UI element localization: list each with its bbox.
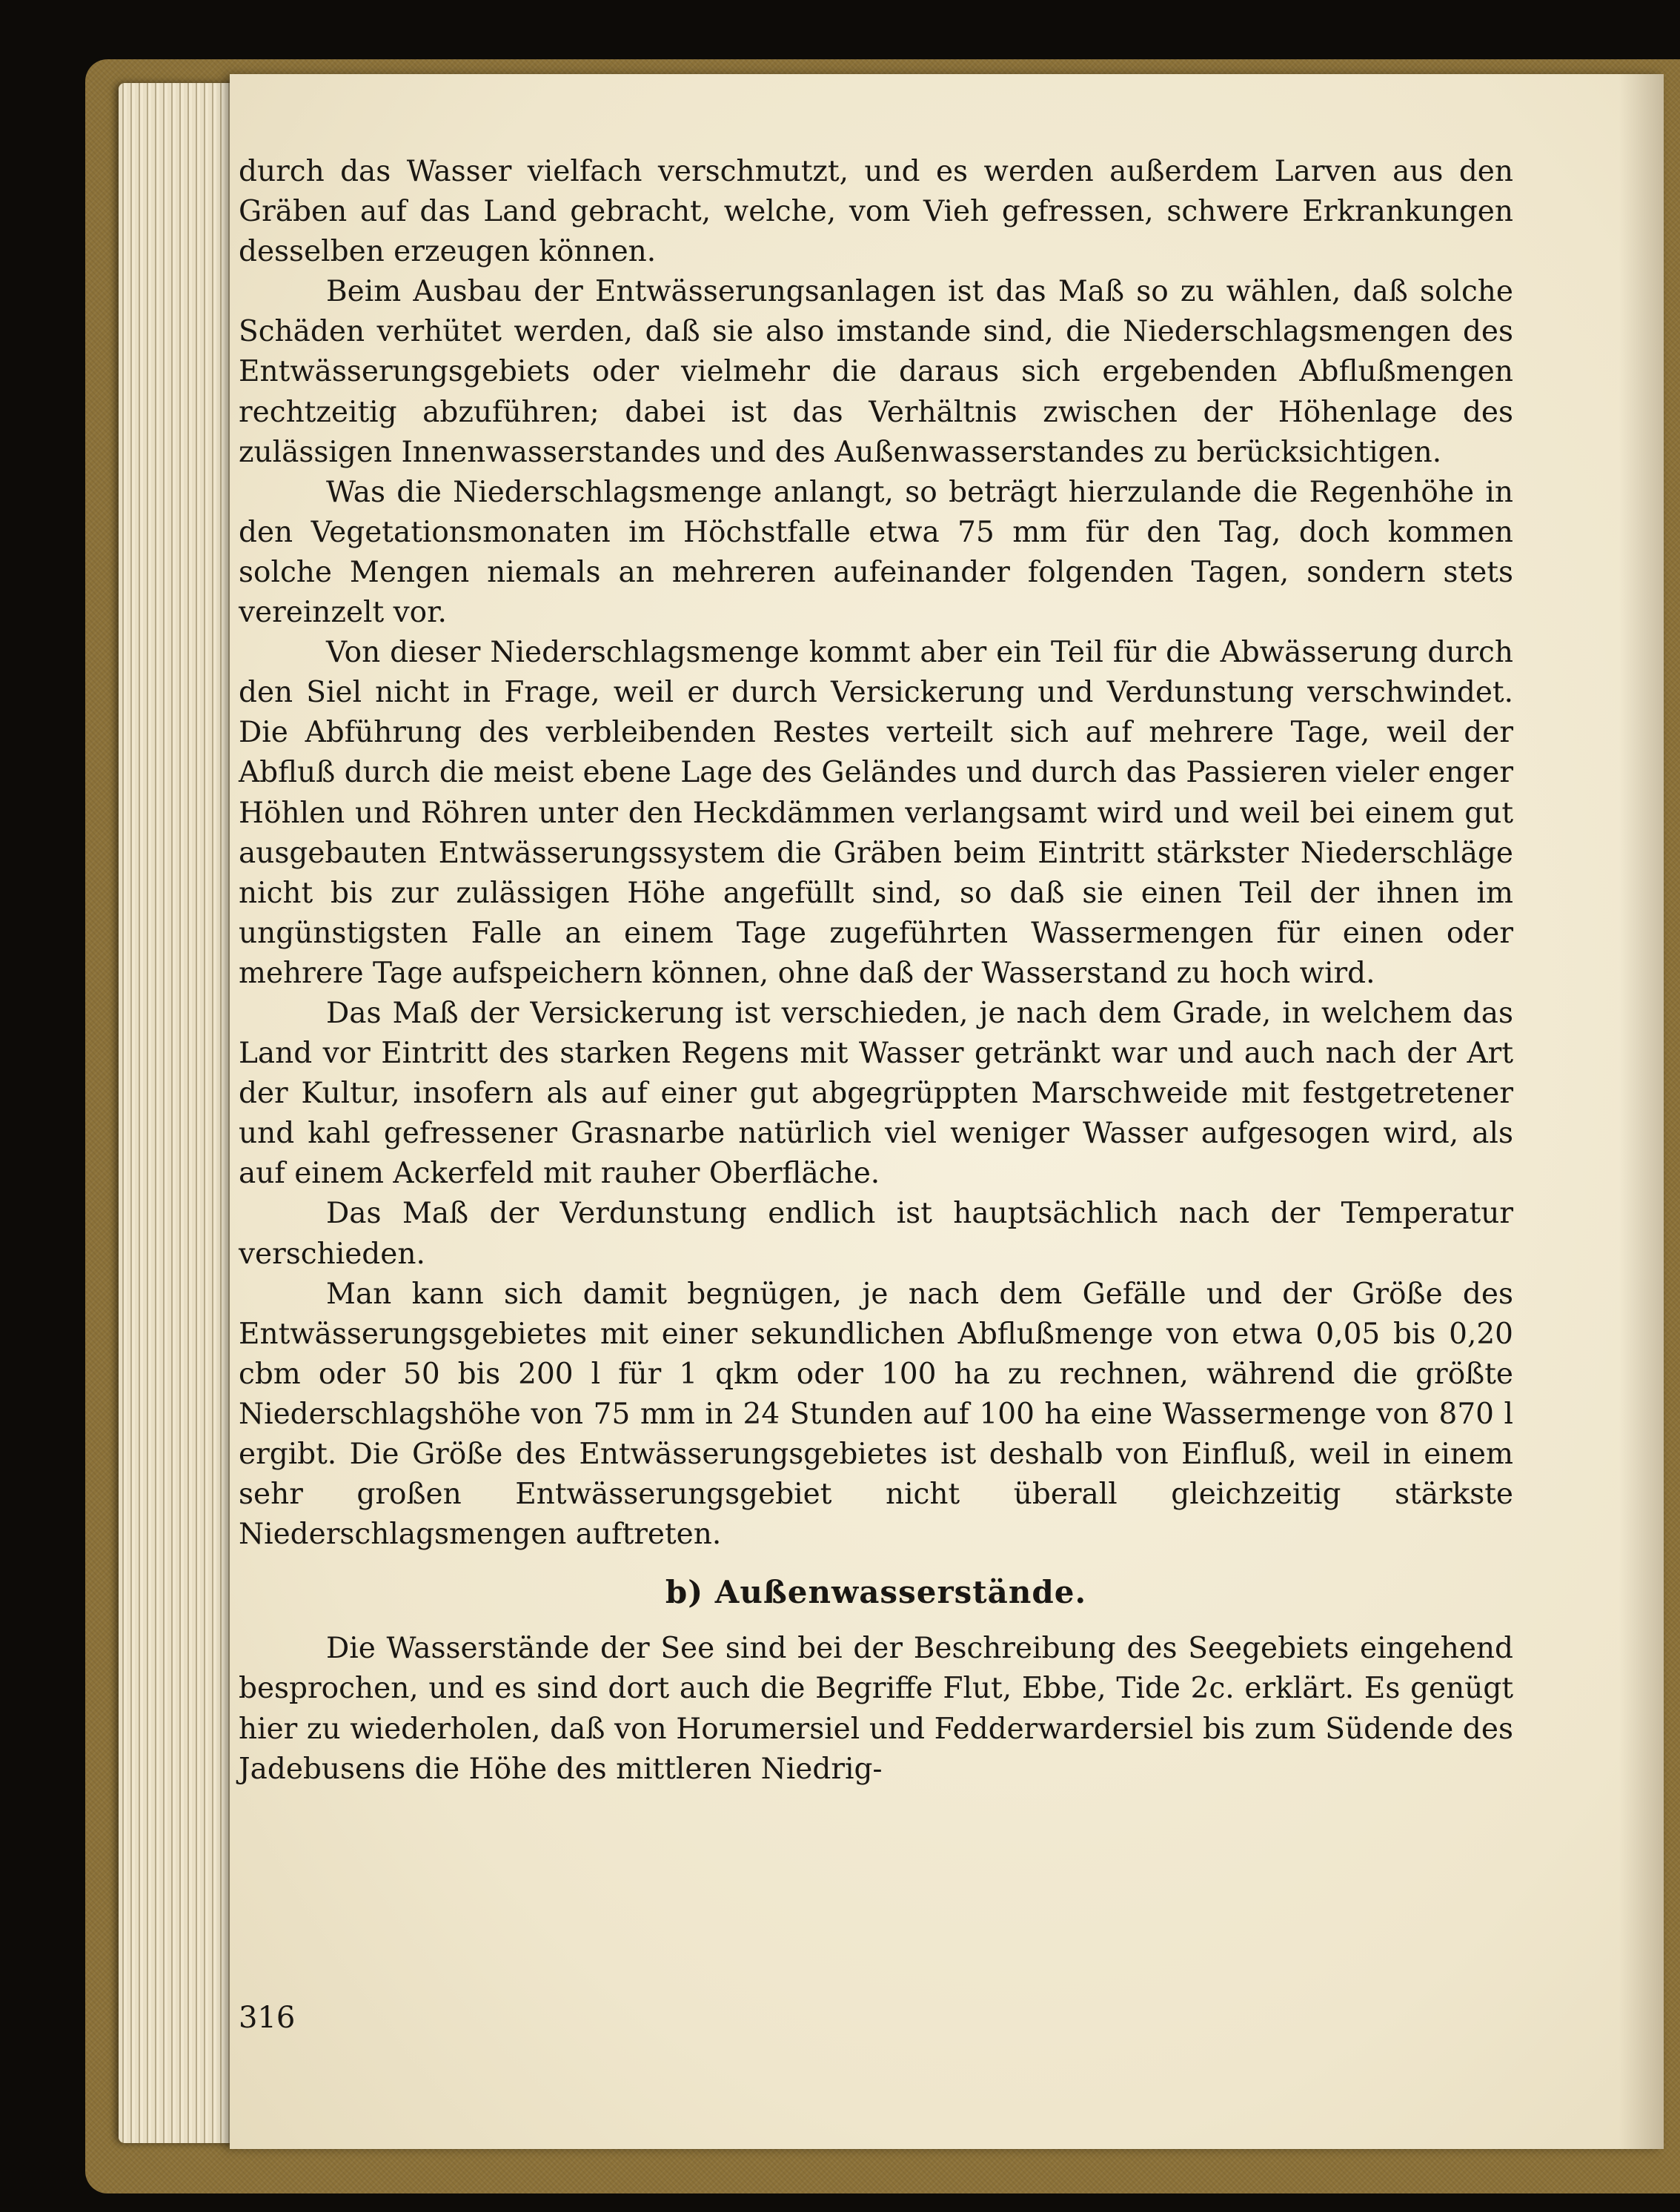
paragraph-1: durch das Wasser vielfach verschmutzt, und es werden außerdem Larven aus den Gräben auf das Land gebracht, welche, vom Vieh gefressen, schwere Erkrankungen desselben erzeugen können.	[239, 155, 1513, 269]
paragraph-4: Von dieser Niederschlagsmenge kommt aber ein Teil für die Abwässerung durch den Siel nicht in Frage, weil er durch Versickerung und Verdunstung verschwindet. Die Abführung des verbleibenden Restes verteilt sich auf mehrere Tage, weil der Abfluß durch die meist ebene Lage des Geländes und durch das Passieren vieler enger Höhlen und Röhren unter den Heckdämmen verlangsamt wird und weil bei einem gut ausgebauten Entwässerungssystem die Gräben beim Eintritt stärkster Niederschläge nicht bis zur zulässigen Höhe angefüllt sind, so daß sie einen Teil der ihnen im ungünstigsten Falle an einem Tage zugeführten Wassermengen für einen oder mehrere Tage aufspeichern können, ohne daß der Wasserstand zu hoch wird.	[239, 636, 1513, 990]
gutter-shadow	[1619, 74, 1664, 2149]
paragraph-2: Beim Ausbau der Entwässerungsanlagen ist das Maß so zu wählen, daß solche Schäden verhütet werden, daß sie also imstande sind, die Niederschlagsmengen des Entwässerungsgebiets oder vielmehr die daraus sich ergebenden Abflußmengen rechtzeitig abzuführen; dabei ist das Verhältnis zwischen der Höhenlage des zulässigen Innenwasserstandes und des Außenwasserstandes zu berücksichtigen.	[239, 275, 1513, 469]
paragraph-8: Die Wasserstände der See sind bei der Beschreibung des Seegebiets eingehend besprochen, und es sind dort auch die Begriffe Flut, Ebbe, Tide 2c. erklärt. Es genügt hier zu wiederholen, daß von Horumersiel und Fedderwardersiel bis zum Südende des Jadebusens die Höhe des mittleren Niedrig-	[239, 1632, 1513, 1786]
page-body	[239, 152, 1513, 1790]
paragraph-3: Was die Niederschlagsmenge anlangt, so beträgt hierzulande die Regenhöhe in den Vegetationsmonaten im Höchstfalle etwa 75 mm für den Tag, doch kommen solche Mengen niemals an mehreren aufeinander folgenden Tagen, sondern stets vereinzelt vor.	[239, 475, 1513, 630]
paragraph-7: Man kann sich damit begnügen, je nach dem Gefälle und der Größe des Entwässerungsgebietes mit einer sekundlichen Abflußmenge von etwa 0,05 bis 0,20 cbm oder 50 bis 200 l für 1 qkm oder 100 ha zu rechnen, während die größte Niederschlagshöhe von 75 mm in 24 Stunden auf 100 ha eine Wassermenge von 870 l ergibt. Die Größe des Entwässerungsgebietes ist deshalb von Einfluß, weil in einem sehr großen Entwässerungsgebiet nicht überall gleichzeitig stärkste Niederschlagsmengen auftreten.	[239, 1277, 1513, 1552]
page-edges	[119, 83, 237, 2143]
paragraph-5: Das Maß der Versickerung ist verschieden, je nach dem Grade, in welchem das Land vor Eintritt des starken Regens mit Wasser getränkt war und auch nach der Art der Kultur, insofern als auf einer gut abgegrüppten Marschweide mit festgetretener und kahl gefressener Grasnarbe natürlich viel weniger Wasser aufgesogen wird, als auf einem Ackerfeld mit rauher Oberfläche.	[239, 996, 1513, 1191]
section-heading: b) Außenwasserstände.	[665, 1574, 1087, 1611]
page-number: 316	[239, 2001, 296, 2035]
paragraph-6: Das Maß der Verdunstung endlich ist hauptsächlich nach der Temperatur verschieden.	[239, 1197, 1513, 1271]
